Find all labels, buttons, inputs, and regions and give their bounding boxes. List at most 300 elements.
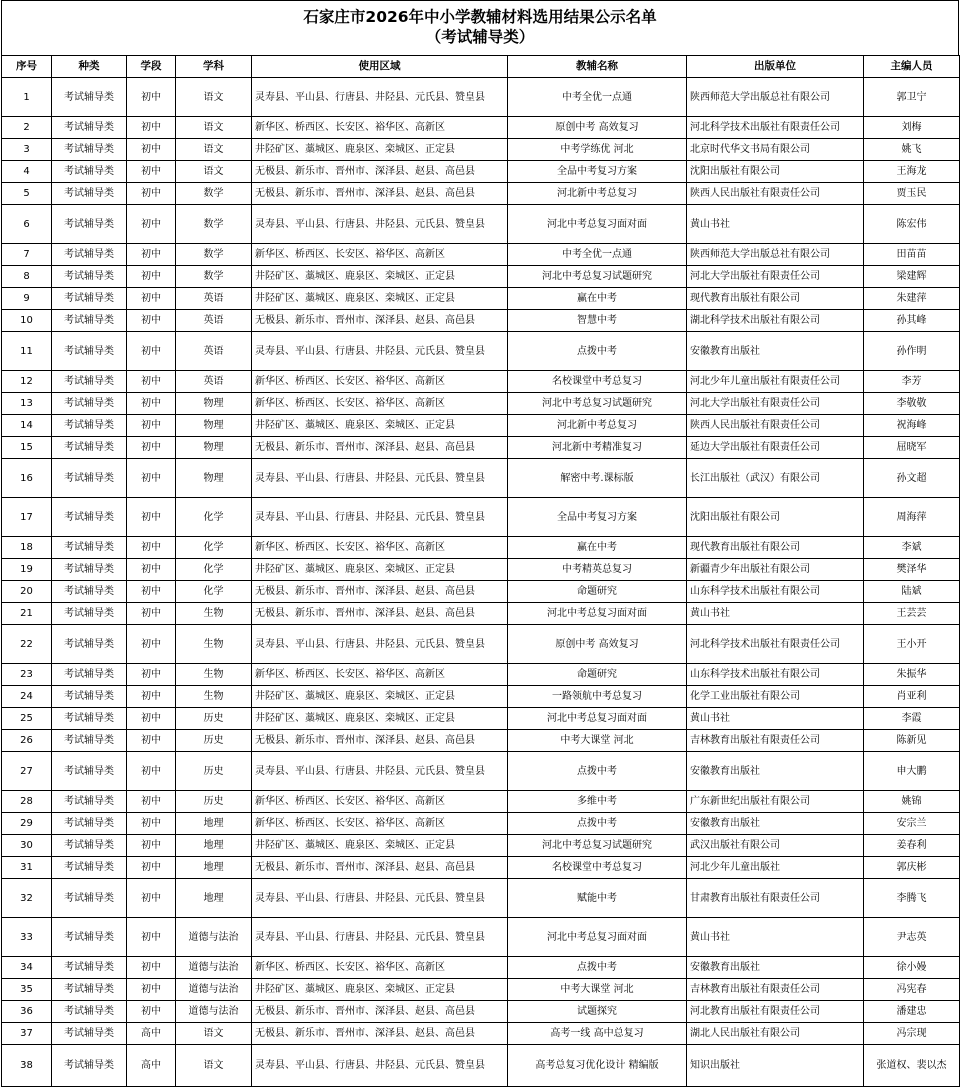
cell-stage: 初中 bbox=[127, 78, 176, 117]
table-row bbox=[2, 415, 960, 437]
cell-subject: 语文 bbox=[176, 161, 252, 183]
cell-stage: 初中 bbox=[127, 730, 176, 752]
cell-area: 无极县、新乐市、晋州市、深泽县、赵县、高邑县 bbox=[252, 310, 508, 332]
cell-index: 29 bbox=[2, 813, 52, 835]
table-row bbox=[2, 161, 960, 183]
cell-area: 新华区、桥西区、长安区、裕华区、高新区 bbox=[252, 813, 508, 835]
cell-kind: 考试辅导类 bbox=[52, 310, 127, 332]
cell-book-name: 原创中考 高效复习 bbox=[508, 625, 687, 664]
cell-book-name: 原创中考 高效复习 bbox=[508, 117, 687, 139]
table-row bbox=[2, 537, 960, 559]
cell-publisher: 河北科学技术出版社有限责任公司 bbox=[687, 117, 864, 139]
table-row bbox=[2, 835, 960, 857]
cell-kind: 考试辅导类 bbox=[52, 161, 127, 183]
cell-area: 井陉矿区、藁城区、鹿泉区、栾城区、正定县 bbox=[252, 835, 508, 857]
cell-book-name: 河北中考总复习试题研究 bbox=[508, 835, 687, 857]
cell-subject: 生物 bbox=[176, 686, 252, 708]
cell-publisher: 山东科学技术出版社有限公司 bbox=[687, 664, 864, 686]
cell-editor: 陈宏伟 bbox=[864, 205, 960, 244]
cell-index: 8 bbox=[2, 266, 52, 288]
cell-subject: 历史 bbox=[176, 791, 252, 813]
cell-area: 井陉矿区、藁城区、鹿泉区、栾城区、正定县 bbox=[252, 266, 508, 288]
cell-book-name: 命题研究 bbox=[508, 581, 687, 603]
cell-stage: 初中 bbox=[127, 371, 176, 393]
cell-publisher: 河北大学出版社有限责任公司 bbox=[687, 266, 864, 288]
cell-book-name: 点拨中考 bbox=[508, 332, 687, 371]
cell-stage: 初中 bbox=[127, 625, 176, 664]
cell-subject: 数学 bbox=[176, 266, 252, 288]
table-row bbox=[2, 708, 960, 730]
cell-area: 新华区、桥西区、长安区、裕华区、高新区 bbox=[252, 244, 508, 266]
cell-editor: 安宗兰 bbox=[864, 813, 960, 835]
cell-publisher: 安徽教育出版社 bbox=[687, 813, 864, 835]
cell-editor: 申大鹏 bbox=[864, 752, 960, 791]
cell-area: 无极县、新乐市、晋州市、深泽县、赵县、高邑县 bbox=[252, 730, 508, 752]
cell-subject: 道德与法治 bbox=[176, 1001, 252, 1023]
cell-stage: 初中 bbox=[127, 752, 176, 791]
cell-book-name: 高考总复习优化设计 精编版 bbox=[508, 1045, 687, 1087]
header-book-name: 教辅名称 bbox=[508, 56, 687, 78]
cell-stage: 初中 bbox=[127, 813, 176, 835]
table-body bbox=[2, 78, 960, 1087]
cell-subject: 生物 bbox=[176, 603, 252, 625]
cell-stage: 初中 bbox=[127, 288, 176, 310]
cell-subject: 数学 bbox=[176, 205, 252, 244]
cell-area: 新华区、桥西区、长安区、裕华区、高新区 bbox=[252, 117, 508, 139]
cell-area: 灵寿县、平山县、行唐县、井陉县、元氏县、赞皇县 bbox=[252, 459, 508, 498]
table-row bbox=[2, 78, 960, 117]
cell-index: 6 bbox=[2, 205, 52, 244]
cell-index: 15 bbox=[2, 437, 52, 459]
cell-subject: 物理 bbox=[176, 459, 252, 498]
cell-book-name: 点拨中考 bbox=[508, 752, 687, 791]
cell-kind: 考试辅导类 bbox=[52, 205, 127, 244]
cell-subject: 化学 bbox=[176, 537, 252, 559]
cell-index: 14 bbox=[2, 415, 52, 437]
cell-kind: 考试辅导类 bbox=[52, 664, 127, 686]
cell-editor: 李斌 bbox=[864, 537, 960, 559]
cell-subject: 地理 bbox=[176, 835, 252, 857]
cell-index: 28 bbox=[2, 791, 52, 813]
table-row bbox=[2, 310, 960, 332]
cell-index: 35 bbox=[2, 979, 52, 1001]
cell-editor: 梁建辉 bbox=[864, 266, 960, 288]
cell-publisher: 河北科学技术出版社有限责任公司 bbox=[687, 625, 864, 664]
cell-publisher: 陕西师范大学出版总社有限公司 bbox=[687, 244, 864, 266]
cell-subject: 物理 bbox=[176, 415, 252, 437]
cell-area: 新华区、桥西区、长安区、裕华区、高新区 bbox=[252, 537, 508, 559]
cell-publisher: 黄山书社 bbox=[687, 918, 864, 957]
cell-subject: 英语 bbox=[176, 371, 252, 393]
header-subject: 学科 bbox=[176, 56, 252, 78]
cell-index: 22 bbox=[2, 625, 52, 664]
cell-stage: 高中 bbox=[127, 1045, 176, 1087]
cell-editor: 姜春利 bbox=[864, 835, 960, 857]
cell-kind: 考试辅导类 bbox=[52, 791, 127, 813]
cell-index: 2 bbox=[2, 117, 52, 139]
cell-subject: 英语 bbox=[176, 310, 252, 332]
cell-area: 灵寿县、平山县、行唐县、井陉县、元氏县、赞皇县 bbox=[252, 498, 508, 537]
cell-editor: 王海龙 bbox=[864, 161, 960, 183]
table-row bbox=[2, 625, 960, 664]
cell-index: 21 bbox=[2, 603, 52, 625]
cell-publisher: 湖北科学技术出版社有限公司 bbox=[687, 310, 864, 332]
cell-book-name: 多维中考 bbox=[508, 791, 687, 813]
cell-book-name: 河北新中考精准复习 bbox=[508, 437, 687, 459]
cell-stage: 初中 bbox=[127, 1001, 176, 1023]
cell-subject: 生物 bbox=[176, 664, 252, 686]
cell-kind: 考试辅导类 bbox=[52, 183, 127, 205]
cell-area: 无极县、新乐市、晋州市、深泽县、赵县、高邑县 bbox=[252, 183, 508, 205]
cell-subject: 道德与法治 bbox=[176, 918, 252, 957]
cell-editor: 祝海峰 bbox=[864, 415, 960, 437]
table-row bbox=[2, 686, 960, 708]
cell-area: 灵寿县、平山县、行唐县、井陉县、元氏县、赞皇县 bbox=[252, 332, 508, 371]
cell-area: 新华区、桥西区、长安区、裕华区、高新区 bbox=[252, 393, 508, 415]
cell-book-name: 中考全优一点通 bbox=[508, 244, 687, 266]
table-row bbox=[2, 1045, 960, 1087]
cell-publisher: 吉林教育出版社有限责任公司 bbox=[687, 979, 864, 1001]
cell-book-name: 点拨中考 bbox=[508, 957, 687, 979]
cell-publisher: 山东科学技术出版社有限公司 bbox=[687, 581, 864, 603]
cell-subject: 语文 bbox=[176, 78, 252, 117]
cell-publisher: 沈阳出版社有限公司 bbox=[687, 498, 864, 537]
cell-index: 31 bbox=[2, 857, 52, 879]
cell-index: 33 bbox=[2, 918, 52, 957]
cell-index: 19 bbox=[2, 559, 52, 581]
cell-book-name: 高考一线 高中总复习 bbox=[508, 1023, 687, 1045]
cell-index: 36 bbox=[2, 1001, 52, 1023]
table-row bbox=[2, 879, 960, 918]
cell-kind: 考试辅导类 bbox=[52, 957, 127, 979]
cell-book-name: 河北中考总复习试题研究 bbox=[508, 266, 687, 288]
table-row bbox=[2, 957, 960, 979]
cell-kind: 考试辅导类 bbox=[52, 415, 127, 437]
table-row bbox=[2, 979, 960, 1001]
cell-kind: 考试辅导类 bbox=[52, 708, 127, 730]
cell-publisher: 新疆青少年出版社有限公司 bbox=[687, 559, 864, 581]
cell-stage: 初中 bbox=[127, 559, 176, 581]
cell-editor: 王芸芸 bbox=[864, 603, 960, 625]
cell-kind: 考试辅导类 bbox=[52, 918, 127, 957]
cell-publisher: 河北教育出版社有限责任公司 bbox=[687, 1001, 864, 1023]
cell-stage: 初中 bbox=[127, 835, 176, 857]
cell-editor: 冯宪春 bbox=[864, 979, 960, 1001]
cell-stage: 初中 bbox=[127, 117, 176, 139]
cell-stage: 初中 bbox=[127, 498, 176, 537]
cell-area: 新华区、桥西区、长安区、裕华区、高新区 bbox=[252, 664, 508, 686]
cell-editor: 李敬敬 bbox=[864, 393, 960, 415]
table-row bbox=[2, 813, 960, 835]
cell-subject: 语文 bbox=[176, 117, 252, 139]
cell-book-name: 命题研究 bbox=[508, 664, 687, 686]
table-row bbox=[2, 288, 960, 310]
document-subtitle: （考试辅导类） bbox=[425, 28, 535, 46]
cell-book-name: 名校课堂中考总复习 bbox=[508, 371, 687, 393]
cell-index: 10 bbox=[2, 310, 52, 332]
cell-stage: 初中 bbox=[127, 437, 176, 459]
cell-subject: 道德与法治 bbox=[176, 979, 252, 1001]
cell-kind: 考试辅导类 bbox=[52, 879, 127, 918]
cell-stage: 初中 bbox=[127, 857, 176, 879]
table-row bbox=[2, 1023, 960, 1045]
table-row bbox=[2, 918, 960, 957]
cell-area: 灵寿县、平山县、行唐县、井陉县、元氏县、赞皇县 bbox=[252, 1045, 508, 1087]
cell-subject: 物理 bbox=[176, 437, 252, 459]
cell-publisher: 北京时代华文书局有限公司 bbox=[687, 139, 864, 161]
cell-kind: 考试辅导类 bbox=[52, 730, 127, 752]
cell-kind: 考试辅导类 bbox=[52, 266, 127, 288]
cell-subject: 英语 bbox=[176, 332, 252, 371]
cell-kind: 考试辅导类 bbox=[52, 686, 127, 708]
cell-index: 38 bbox=[2, 1045, 52, 1087]
cell-stage: 初中 bbox=[127, 581, 176, 603]
cell-subject: 语文 bbox=[176, 1023, 252, 1045]
table-row bbox=[2, 437, 960, 459]
cell-stage: 初中 bbox=[127, 979, 176, 1001]
table-row bbox=[2, 603, 960, 625]
header-kind: 种类 bbox=[52, 56, 127, 78]
cell-stage: 初中 bbox=[127, 415, 176, 437]
cell-index: 34 bbox=[2, 957, 52, 979]
cell-index: 16 bbox=[2, 459, 52, 498]
cell-kind: 考试辅导类 bbox=[52, 857, 127, 879]
cell-book-name: 赢在中考 bbox=[508, 537, 687, 559]
cell-stage: 高中 bbox=[127, 1023, 176, 1045]
cell-publisher: 河北少年儿童出版社 bbox=[687, 857, 864, 879]
cell-publisher: 陕西人民出版社有限责任公司 bbox=[687, 183, 864, 205]
cell-publisher: 安徽教育出版社 bbox=[687, 752, 864, 791]
cell-subject: 地理 bbox=[176, 879, 252, 918]
cell-area: 无极县、新乐市、晋州市、深泽县、赵县、高邑县 bbox=[252, 161, 508, 183]
cell-kind: 考试辅导类 bbox=[52, 1023, 127, 1045]
cell-editor: 姚飞 bbox=[864, 139, 960, 161]
table-row bbox=[2, 371, 960, 393]
cell-publisher: 现代教育出版社有限公司 bbox=[687, 288, 864, 310]
cell-publisher: 知识出版社 bbox=[687, 1045, 864, 1087]
cell-kind: 考试辅导类 bbox=[52, 559, 127, 581]
cell-stage: 初中 bbox=[127, 183, 176, 205]
cell-subject: 历史 bbox=[176, 708, 252, 730]
header-editor: 主编人员 bbox=[864, 56, 960, 78]
header-index: 序号 bbox=[2, 56, 52, 78]
cell-editor: 周海萍 bbox=[864, 498, 960, 537]
cell-index: 18 bbox=[2, 537, 52, 559]
cell-book-name: 解密中考.课标版 bbox=[508, 459, 687, 498]
cell-publisher: 化学工业出版社有限公司 bbox=[687, 686, 864, 708]
cell-stage: 初中 bbox=[127, 139, 176, 161]
cell-editor: 贾玉民 bbox=[864, 183, 960, 205]
cell-kind: 考试辅导类 bbox=[52, 603, 127, 625]
cell-kind: 考试辅导类 bbox=[52, 459, 127, 498]
cell-subject: 数学 bbox=[176, 183, 252, 205]
cell-editor: 冯宗现 bbox=[864, 1023, 960, 1045]
cell-index: 5 bbox=[2, 183, 52, 205]
cell-editor: 孙其峰 bbox=[864, 310, 960, 332]
cell-kind: 考试辅导类 bbox=[52, 288, 127, 310]
cell-editor: 李腾飞 bbox=[864, 879, 960, 918]
results-table bbox=[1, 55, 960, 1087]
cell-editor: 王小开 bbox=[864, 625, 960, 664]
cell-stage: 初中 bbox=[127, 686, 176, 708]
cell-book-name: 赋能中考 bbox=[508, 879, 687, 918]
table-row bbox=[2, 244, 960, 266]
cell-stage: 初中 bbox=[127, 266, 176, 288]
cell-book-name: 中考精英总复习 bbox=[508, 559, 687, 581]
table-row bbox=[2, 581, 960, 603]
header-stage: 学段 bbox=[127, 56, 176, 78]
cell-book-name: 中考大课堂 河北 bbox=[508, 730, 687, 752]
cell-area: 灵寿县、平山县、行唐县、井陉县、元氏县、赞皇县 bbox=[252, 879, 508, 918]
cell-index: 17 bbox=[2, 498, 52, 537]
cell-publisher: 安徽教育出版社 bbox=[687, 957, 864, 979]
table-row bbox=[2, 752, 960, 791]
cell-publisher: 河北大学出版社有限责任公司 bbox=[687, 393, 864, 415]
cell-book-name: 名校课堂中考总复习 bbox=[508, 857, 687, 879]
cell-area: 灵寿县、平山县、行唐县、井陉县、元氏县、赞皇县 bbox=[252, 625, 508, 664]
cell-index: 30 bbox=[2, 835, 52, 857]
table-row bbox=[2, 205, 960, 244]
cell-subject: 历史 bbox=[176, 730, 252, 752]
table-header-row bbox=[2, 56, 960, 78]
cell-book-name: 河北中考总复习面对面 bbox=[508, 918, 687, 957]
cell-editor: 徐小嫚 bbox=[864, 957, 960, 979]
cell-kind: 考试辅导类 bbox=[52, 537, 127, 559]
cell-area: 井陉矿区、藁城区、鹿泉区、栾城区、正定县 bbox=[252, 415, 508, 437]
cell-editor: 田苗苗 bbox=[864, 244, 960, 266]
cell-kind: 考试辅导类 bbox=[52, 371, 127, 393]
cell-publisher: 沈阳出版社有限公司 bbox=[687, 161, 864, 183]
cell-index: 4 bbox=[2, 161, 52, 183]
cell-area: 灵寿县、平山县、行唐县、井陉县、元氏县、赞皇县 bbox=[252, 752, 508, 791]
cell-book-name: 全品中考复习方案 bbox=[508, 161, 687, 183]
cell-publisher: 安徽教育出版社 bbox=[687, 332, 864, 371]
cell-stage: 初中 bbox=[127, 244, 176, 266]
cell-editor: 陈新见 bbox=[864, 730, 960, 752]
cell-publisher: 吉林教育出版社有限责任公司 bbox=[687, 730, 864, 752]
cell-area: 井陉矿区、藁城区、鹿泉区、栾城区、正定县 bbox=[252, 708, 508, 730]
cell-publisher: 现代教育出版社有限公司 bbox=[687, 537, 864, 559]
table-row bbox=[2, 117, 960, 139]
cell-area: 井陉矿区、藁城区、鹿泉区、栾城区、正定县 bbox=[252, 139, 508, 161]
cell-subject: 化学 bbox=[176, 559, 252, 581]
cell-index: 26 bbox=[2, 730, 52, 752]
cell-index: 1 bbox=[2, 78, 52, 117]
cell-publisher: 甘肃教育出版社有限责任公司 bbox=[687, 879, 864, 918]
cell-book-name: 点拨中考 bbox=[508, 813, 687, 835]
cell-kind: 考试辅导类 bbox=[52, 1045, 127, 1087]
cell-kind: 考试辅导类 bbox=[52, 78, 127, 117]
table-row bbox=[2, 559, 960, 581]
cell-subject: 地理 bbox=[176, 857, 252, 879]
cell-area: 无极县、新乐市、晋州市、深泽县、赵县、高邑县 bbox=[252, 1023, 508, 1045]
header-publisher: 出版单位 bbox=[687, 56, 864, 78]
table-row bbox=[2, 730, 960, 752]
cell-editor: 姚锦 bbox=[864, 791, 960, 813]
cell-area: 井陉矿区、藁城区、鹿泉区、栾城区、正定县 bbox=[252, 288, 508, 310]
cell-stage: 初中 bbox=[127, 537, 176, 559]
cell-subject: 数学 bbox=[176, 244, 252, 266]
cell-subject: 英语 bbox=[176, 288, 252, 310]
cell-editor: 李芳 bbox=[864, 371, 960, 393]
cell-stage: 初中 bbox=[127, 879, 176, 918]
table-row bbox=[2, 393, 960, 415]
cell-kind: 考试辅导类 bbox=[52, 437, 127, 459]
table-row bbox=[2, 139, 960, 161]
cell-index: 24 bbox=[2, 686, 52, 708]
table-row bbox=[2, 1001, 960, 1023]
cell-book-name: 赢在中考 bbox=[508, 288, 687, 310]
cell-editor: 郭庆彬 bbox=[864, 857, 960, 879]
cell-stage: 初中 bbox=[127, 918, 176, 957]
cell-stage: 初中 bbox=[127, 459, 176, 498]
cell-area: 无极县、新乐市、晋州市、深泽县、赵县、高邑县 bbox=[252, 437, 508, 459]
cell-stage: 初中 bbox=[127, 161, 176, 183]
cell-stage: 初中 bbox=[127, 664, 176, 686]
cell-area: 无极县、新乐市、晋州市、深泽县、赵县、高邑县 bbox=[252, 603, 508, 625]
cell-kind: 考试辅导类 bbox=[52, 1001, 127, 1023]
cell-subject: 化学 bbox=[176, 581, 252, 603]
cell-kind: 考试辅导类 bbox=[52, 393, 127, 415]
cell-area: 无极县、新乐市、晋州市、深泽县、赵县、高邑县 bbox=[252, 857, 508, 879]
cell-publisher: 陕西人民出版社有限责任公司 bbox=[687, 415, 864, 437]
cell-index: 27 bbox=[2, 752, 52, 791]
table-row bbox=[2, 498, 960, 537]
cell-index: 23 bbox=[2, 664, 52, 686]
cell-book-name: 试题探究 bbox=[508, 1001, 687, 1023]
cell-kind: 考试辅导类 bbox=[52, 139, 127, 161]
cell-editor: 樊泽华 bbox=[864, 559, 960, 581]
table-row bbox=[2, 459, 960, 498]
cell-publisher: 黄山书社 bbox=[687, 708, 864, 730]
cell-subject: 物理 bbox=[176, 393, 252, 415]
cell-index: 12 bbox=[2, 371, 52, 393]
cell-publisher: 黄山书社 bbox=[687, 205, 864, 244]
cell-editor: 刘梅 bbox=[864, 117, 960, 139]
cell-index: 3 bbox=[2, 139, 52, 161]
cell-book-name: 河北中考总复习试题研究 bbox=[508, 393, 687, 415]
cell-book-name: 河北新中考总复习 bbox=[508, 183, 687, 205]
table-row bbox=[2, 332, 960, 371]
cell-editor: 肖亚利 bbox=[864, 686, 960, 708]
cell-subject: 语文 bbox=[176, 1045, 252, 1087]
cell-editor: 潘建忠 bbox=[864, 1001, 960, 1023]
cell-stage: 初中 bbox=[127, 791, 176, 813]
cell-publisher: 广东新世纪出版社有限公司 bbox=[687, 791, 864, 813]
cell-area: 灵寿县、平山县、行唐县、井陉县、元氏县、赞皇县 bbox=[252, 78, 508, 117]
cell-kind: 考试辅导类 bbox=[52, 813, 127, 835]
cell-publisher: 延边大学出版社有限责任公司 bbox=[687, 437, 864, 459]
cell-book-name: 一路领航中考总复习 bbox=[508, 686, 687, 708]
cell-index: 7 bbox=[2, 244, 52, 266]
cell-publisher: 湖北人民出版社有限公司 bbox=[687, 1023, 864, 1045]
cell-publisher: 河北少年儿童出版社有限责任公司 bbox=[687, 371, 864, 393]
cell-publisher: 黄山书社 bbox=[687, 603, 864, 625]
cell-area: 灵寿县、平山县、行唐县、井陉县、元氏县、赞皇县 bbox=[252, 205, 508, 244]
cell-area: 新华区、桥西区、长安区、裕华区、高新区 bbox=[252, 371, 508, 393]
cell-kind: 考试辅导类 bbox=[52, 835, 127, 857]
cell-area: 无极县、新乐市、晋州市、深泽县、赵县、高邑县 bbox=[252, 1001, 508, 1023]
cell-subject: 语文 bbox=[176, 139, 252, 161]
cell-book-name: 中考学练优 河北 bbox=[508, 139, 687, 161]
document-title: 石家庄市2026年中小学教辅材料选用结果公示名单 bbox=[303, 8, 657, 26]
cell-index: 25 bbox=[2, 708, 52, 730]
cell-editor: 朱建萍 bbox=[864, 288, 960, 310]
cell-subject: 道德与法治 bbox=[176, 957, 252, 979]
cell-area: 井陉矿区、藁城区、鹿泉区、栾城区、正定县 bbox=[252, 686, 508, 708]
cell-index: 9 bbox=[2, 288, 52, 310]
cell-kind: 考试辅导类 bbox=[52, 117, 127, 139]
